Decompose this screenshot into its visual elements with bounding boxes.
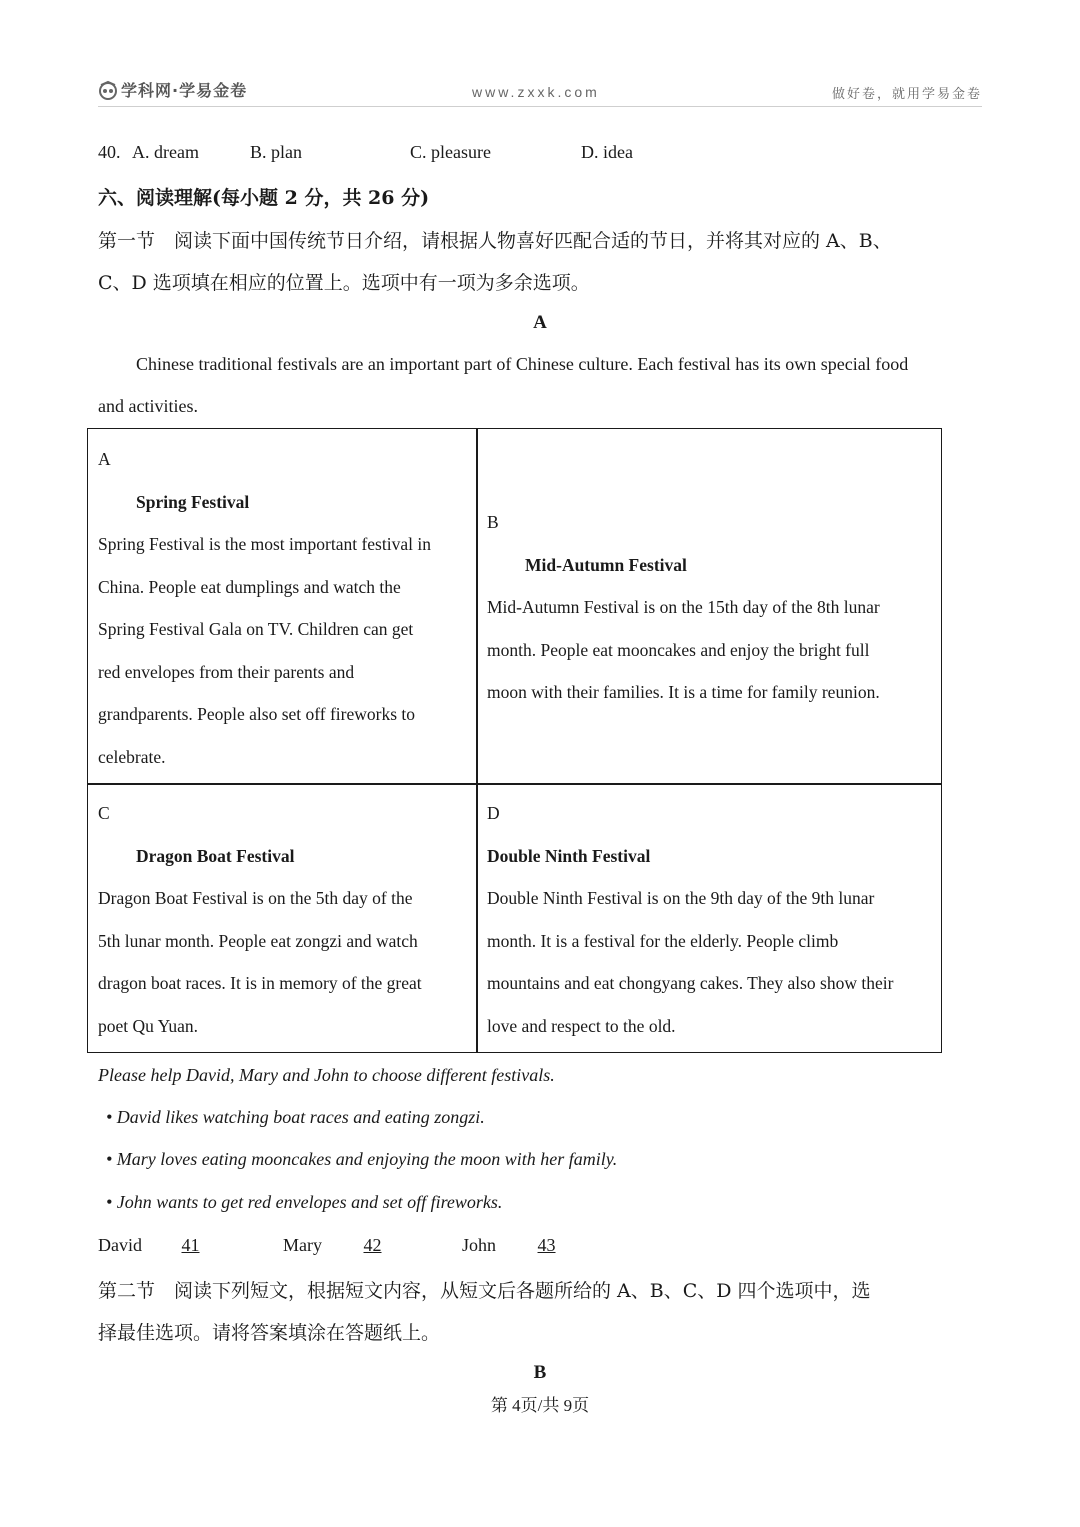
answer-mary [283,1235,419,1256]
intro-line1: Chinese traditional festivals are an important part of Chinese culture. Each festival has its own special food [136,354,909,374]
answer-name: Mary [283,1235,322,1255]
q40-option-b: B. plan [250,142,302,162]
header-slogan: 做好卷，就用学易金卷 [831,87,982,102]
festival-line: grandparents. People also set off fireworks to [98,704,416,724]
part1-instruction-line2: C、D 选项填在相应的位置上。选项中有一项为多余选项。 [98,272,590,294]
festival-letter: B [487,512,499,532]
festival-line: Dragon Boat Festival is on the 5th day of the [98,888,413,908]
festival-line: month. It is a festival for the elderly. People climb [487,930,839,951]
festival-line: Spring Festival Gala on TV. Children can get [98,619,414,639]
site-url: www.zxxk.com [472,84,600,100]
festival-letter: C [98,803,110,823]
festival-title: Double Ninth Festival [487,845,651,866]
page-header [98,76,982,107]
part2-instruction-line2: 择最佳选项。请将答案填涂在答题纸上。 [98,1322,441,1344]
passage-a-label: A [533,312,547,333]
festival-table [87,428,942,1053]
q40-option-a: A. dream [132,142,199,162]
festival-line: red envelopes from their parents and [98,661,355,682]
q40-option-d: D. idea [581,142,633,162]
festival-line: Spring Festival is the most important festival in [98,534,431,554]
intro-line2: and activities. [98,396,198,416]
logo-icon [98,80,118,100]
task-bullet-david: • David likes watching boat races and eating zongzi. [106,1107,485,1127]
festival-title: Spring Festival [136,491,250,512]
task-bullet-john: • John wants to get red envelopes and set off fireworks. [106,1192,503,1212]
festival-title: Dragon Boat Festival [136,845,295,866]
site-logo [98,78,247,101]
festival-cell-b [477,501,941,714]
festival-line: Mid-Autumn Festival is on the 15th day of the 8th lunar [487,597,880,617]
q40-option-c: C. pleasure [410,142,491,162]
answer-john [462,1235,593,1256]
page-number: 第 4页/共 9页 [490,1396,590,1415]
festival-line: moon with their families. It is a time for family reunion. [487,682,880,702]
festival-cell-a [88,438,476,778]
festival-line: dragon boat races. It is in memory of the great [98,973,422,993]
festival-line: month. People eat mooncakes and enjoy the bright full [487,639,870,660]
part1-instruction-line1: 第一节 阅读下面中国传统节日介绍，请根据人物喜好匹配合适的节日，并将其对应的 A、B、 [98,230,892,252]
festival-letter: D [487,803,500,823]
answer-david [98,1235,235,1256]
task-bullet-mary: • Mary loves eating mooncakes and enjoying the moon with her family. [106,1149,618,1169]
answer-blank-43[interactable]: 43 [537,1235,556,1255]
answer-name: John [462,1235,497,1255]
task-prompt: Please help David, Mary and John to choose different festivals. [98,1065,555,1085]
section-heading: 六、阅读理解(每小题 2 分，共 26 分) [98,187,430,209]
festival-letter: A [98,449,111,469]
logo-text: 学科网·学易金卷 [121,81,248,100]
festival-line: China. People eat dumplings and watch the [98,576,401,597]
part2-instruction-line1: 第二节 阅读下列短文，根据短文内容，从短文后各题所给的 A、B、C、D 四个选项中，选 [98,1280,871,1302]
festival-title: Mid-Autumn Festival [525,554,687,575]
festival-cell-d [477,792,941,1047]
festival-line: poet Qu Yuan. [98,1015,198,1036]
passage-b-label: B [533,1362,547,1383]
festival-line: mountains and eat chongyang cakes. They also show their [487,973,894,993]
festival-line: Double Ninth Festival is on the 9th day of the 9th lunar [487,888,875,908]
answer-blank-41[interactable]: 41 [181,1235,200,1255]
festival-line: love and respect to the old. [487,1015,676,1036]
question-40-number: 40. [98,142,121,162]
table-divider-horizontal [88,783,941,785]
answer-blank-42[interactable]: 42 [363,1235,382,1255]
answer-name: David [98,1235,142,1255]
festival-line: celebrate. [98,746,166,767]
festival-line: 5th lunar month. People eat zongzi and watch [98,930,418,951]
festival-cell-c [88,792,476,1047]
